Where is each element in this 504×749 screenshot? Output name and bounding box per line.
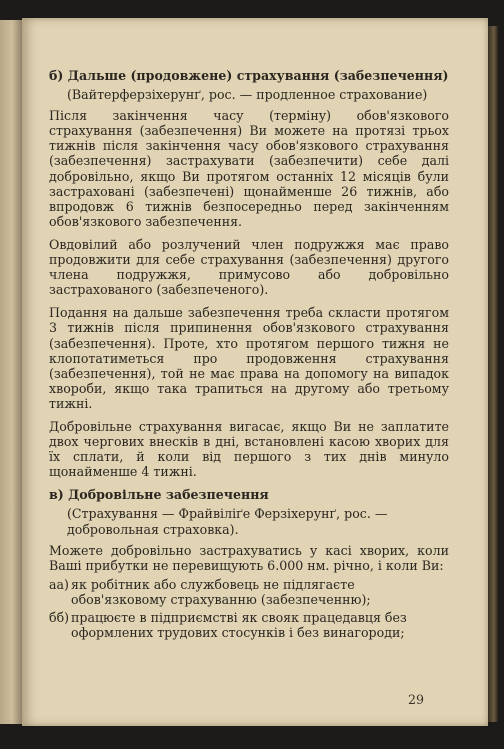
section-b-gloss: (Вайтерферзіхерунґ, рос. — продленное страхование) xyxy=(67,87,428,103)
page-content xyxy=(49,68,449,643)
book-edge xyxy=(488,26,498,722)
book-page xyxy=(22,18,488,726)
paragraph: Овдовілий або розлучений член подружжя має право продовжити для себе страхування (забезпечення) другого члена подружжя, примусово або добровільно застрахованого (забезпеченого). xyxy=(49,236,449,298)
page-number: 29 xyxy=(407,692,424,707)
list-item xyxy=(49,610,449,640)
paragraph: Після закінчення часу (терміну) обов'язкового страхування (забезпечення) Ви можете на протязі трьох тижнів після закінчення часу обов'язкового страхування (забезпечення) застрахувати (забезпечити) себе далі добровільно, якщо Ви протягом останніх 12 місяців були застраховані (забезпечені) щонайменше 26 тижнів, або впродовж 6 тижнів безпосередньо перед закінченням обов'язкового забезпечення. xyxy=(49,108,449,229)
paragraph: Добровільне страхування вигасає, якщо Ви не заплатите двох чергових внесків в дні, встановлені касою хворих для їх сплати, й коли від першого з тих днів минуло щонайменше 4 тижні. xyxy=(49,418,449,480)
section-v-gloss: (Страхування — Фрайвіліґе Ферзіхерунґ, рос. — добровольная страховка). xyxy=(67,506,388,537)
list-item-text: як робітник або службовець не підлягаєте обов'язковому страхуванню (забезпеченню); xyxy=(71,576,371,607)
list-item xyxy=(49,577,449,607)
section-v-heading: в) Добровільне забезпечення xyxy=(49,487,269,503)
list-item-marker: бб) xyxy=(49,610,70,625)
section-b-heading: б) Дальше (продовжене) страхування (забезпечення) xyxy=(49,68,449,83)
previous-page-edge xyxy=(0,20,22,724)
paragraph: Подання на дальше забезпечення треба скласти протягом 3 тижнів після припинення обов'язкового страхування (забезпечення). Проте, хто протягом першого тижня не клопотатиметься про продовження страхування (забезпечення), той не має права на допомогу на випадок хвороби, якщо така трапиться на другому або третьому тижні. xyxy=(49,305,449,411)
list-item-text: працюєте в підприємстві як свояк працедавця без оформлених трудових стосунків і без винагороди; xyxy=(71,610,407,641)
list-item-marker: аа) xyxy=(49,576,69,592)
section-v-intro: Можете добровільно застрахуватись у касі хворих, коли Ваші прибутки не перевищують 6.000 нм. річно, і коли Ви: xyxy=(49,542,449,573)
